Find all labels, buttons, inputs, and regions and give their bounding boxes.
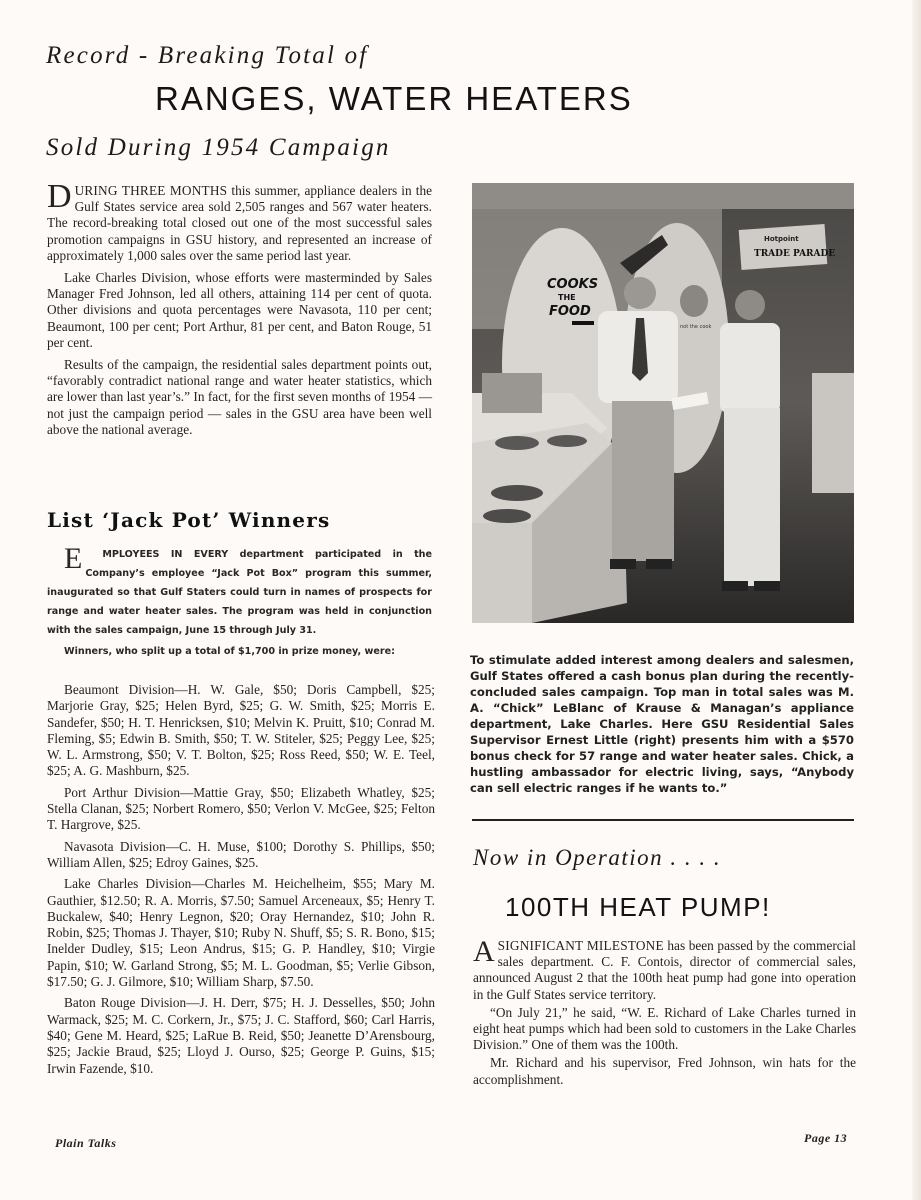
appliance-cabinet xyxy=(812,373,854,493)
publication-name: Plain Talks xyxy=(55,1136,117,1150)
division-winners: C. H. Muse, $100; Dorothy S. Phillips, $50; William Allen, $25; Edroy Gaines, $25. xyxy=(47,838,435,870)
headline-kicker-bottom: Sold During 1954 Campaign xyxy=(46,134,391,161)
division-name: Port Arthur Division xyxy=(64,784,180,800)
photo-appliance-showroom xyxy=(472,183,854,623)
division-name: Beaumont Division xyxy=(64,682,175,697)
intro-text: this summer, appliance dealers in the Gulf States service area sold 2,505 ranges and 567 water heaters. The record-breaking total closed out one of the most successful sales promotion campaigns in GSU history, and represented an increase of approximately 1,000 sales over the same period last year. xyxy=(47,183,433,263)
jackpot-paragraph-2: Winners, who split up a total of $1,700 in prize money, were: xyxy=(64,646,395,657)
page-edge xyxy=(912,0,921,1200)
heatpump-title: 100TH HEAT PUMP! xyxy=(505,892,771,922)
jackpot-paragraph-1 xyxy=(47,542,433,640)
division-winners: J. H. Derr, $75; H. J. Desselles, $50; John Warmack, $25; M. C. Corkern, Jr., $75; J. C. Stafford, $60; Carl Harris, $40; Gene M. Heard, $25; LaRue B. Reid, $50; Jeanette D’Arensbourg, $25; Jackie Braud, $25; Lloyd J. Ourso, $25; George P. Guins, $15; Irwin Fazende, $10. xyxy=(47,995,436,1076)
dash: — xyxy=(191,876,205,892)
heatpump-paragraph-1 xyxy=(473,935,856,1003)
intro-paragraph-1 xyxy=(47,178,433,264)
drop-cap: A xyxy=(473,935,495,968)
dash: — xyxy=(165,838,180,854)
intro-paragraph-2: Lake Charles Division, whose efforts were masterminded by Sales Manager Fred Johnson, led all others, attaining 114 per cent of quota. Other divisions and quota percentages were Navasota, 110 per cent; Beaumont, 100 per cent; Port Arthur, 81 per cent, and Baton Rouge, 51 per cent. xyxy=(47,270,432,350)
drop-cap: D xyxy=(47,178,72,215)
division-port-arthur xyxy=(47,785,435,834)
sign-text-small: not the cook xyxy=(680,324,712,330)
winners-list xyxy=(47,682,435,1082)
headline-kicker-top: Record - Breaking Total of xyxy=(46,42,369,69)
heatpump-paragraph-3: Mr. Richard and his supervisor, Fred Johnson, win hats for the accomplishment. xyxy=(473,1055,856,1087)
sign-text: COOKS xyxy=(547,277,599,292)
lead-caps: URING THREE MONTHS xyxy=(74,183,228,198)
lead-caps: SIGNIFICANT MILESTONE xyxy=(497,938,664,953)
division-name: Lake Charles Division xyxy=(64,876,192,892)
section-divider xyxy=(472,819,854,821)
dash: — xyxy=(186,995,200,1011)
division-winners: Charles M. Heichelheim, $55; Mary M. Gauthier, $12.50; R. A. Morris, $7.50; Samuel Arceneaux, $5; Henry T. Buckalew, $40; Henry Legnon, $20; Oray Hernandez, $10; John R. Robin, $25; Thomas J. Thayer, $10; Ruby N. Shuff, $5; S. R. Bono, $15; Inelder Dudley, $15; Leon Andrus, $15; G. P. Handley, $10; Virgie Papin, $10; W. Garland Strong, $5; M. L. Goodman, $5; Verlie Gibson, $17.50; G. J. Gilmore, $10; William Sharp, $7.50. xyxy=(47,876,435,990)
division-name: Navasota Division xyxy=(64,838,166,854)
photo-caption: To stimulate added interest among dealers and salesmen, Gulf States offered a cash bonus plan during the recently-concluded sales campaign. Top man in total sales was M. A. “Chick” LeBlanc of Krause & Managan’s appliance department, Lake Charles. Here GSU Residential Sales Supervisor Ernest Little (right) presents him with a $570 bonus check for 57 range and water heater sales. Chick, a hustling ambassador for electric living, says, “Anybody can sell electric ranges if he wants to.” xyxy=(470,653,854,795)
jackpot-text: department participated in the Company’s employee “Jack Pot Box” program this summer, inaugurated so that Gulf Staters could turn in names of prospects for range and water heater sales. The program was held in conjunction with the sales campaign, June 15 through July 31. xyxy=(47,549,433,636)
division-winners: Mattie Gray, $50; Elizabeth Whatley, $25; Stella Clanan, $25; Norbert Romero, $50; Verlon V. McGee, $25; Felton T. Hargrove, $25. xyxy=(47,784,435,833)
heatpump-paragraph-2: “On July 21,” he said, “W. E. Richard of Lake Charles turned in eight heat pumps which had been sold to customers in the Lake Charles Division.” One of them was the 100th. xyxy=(473,1004,856,1053)
dash: — xyxy=(174,682,188,697)
sign-text: THE xyxy=(558,293,576,302)
division-lake-charles xyxy=(47,876,435,990)
division-navasota xyxy=(47,839,435,872)
heatpump-text: has been passed by the commercial sales department. C. F. Contois, director of commercial sales, announced August 2 that the 100th heat pump had gone into operation in the Gulf States service territory. xyxy=(473,938,856,1002)
banner-brand: Hotpoint xyxy=(764,235,799,243)
person-ernest-little xyxy=(720,290,780,591)
division-baton-rouge xyxy=(47,995,435,1076)
lead-caps: MPLOYEES IN EVERY xyxy=(102,549,229,560)
heatpump-article xyxy=(473,935,856,1090)
dash: — xyxy=(179,784,194,800)
heatpump-kicker: Now in Operation . . . . xyxy=(473,845,722,870)
sign-text: FOOD xyxy=(549,304,591,319)
photo-illustration xyxy=(472,183,854,623)
page-number: Page 13 xyxy=(804,1131,848,1145)
division-winners: H. W. Gale, $50; Doris Campbell, $25; Marjorie Gray, $25; Helen Byrd, $25; G. W. Smith, $25; Morris E. Sandefer, $50; H. T. Henricksen, $10; Melvin K. Pruitt, $10; Conrad M. Fleming, $5; Edwin B. Smith, $50; T. W. Stiteler, $25; Peggy Lee, $25; W. L. Armstrong, $50; V. T. Bolton, $25; Ross Reed, $50; W. E. Teel, $25; A. G. Mashburn, $25. xyxy=(47,682,435,779)
banner-trade-parade xyxy=(739,224,836,270)
intro-paragraph-3: Results of the campaign, the residential sales department points out, “favorably contradict national range and water heater statistics, which are lower than last year’s.” In fact, for the first seven months of 1954 — not just the campaign period — sales in the GSU area have been well above the national average. xyxy=(47,357,432,437)
jackpot-title: List ‘Jack Pot’ Winners xyxy=(47,508,331,532)
headline: RANGES, WATER HEATERS xyxy=(155,80,633,117)
banner-text: TRADE PARADE xyxy=(754,249,836,259)
drop-cap: E xyxy=(64,542,83,575)
division-name: Baton Rouge Division xyxy=(64,995,187,1011)
jackpot-article xyxy=(47,542,433,663)
division-beaumont xyxy=(47,682,435,780)
intro-article xyxy=(47,178,433,444)
